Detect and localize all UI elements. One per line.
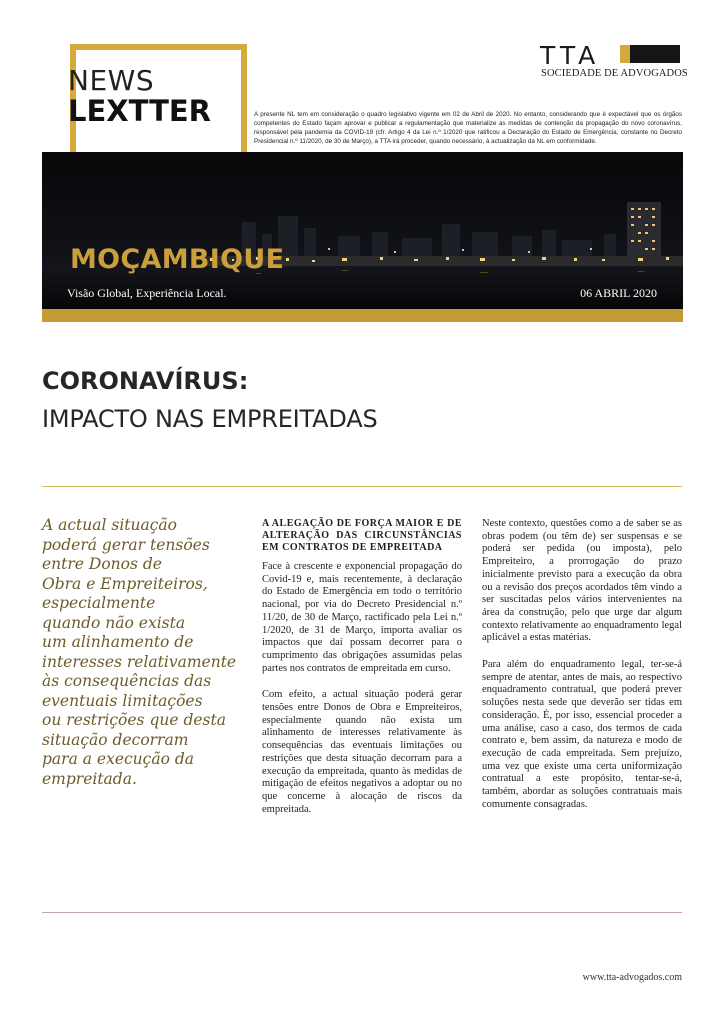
pull-quote-line: ou restrições que desta (42, 711, 226, 729)
firm-logo-text: TTA (540, 41, 601, 70)
newsletter-logo-line2: LEXTTER (68, 94, 212, 128)
legal-disclaimer: A presente NL tem em consideração o quadro legislativo vigente em 02 de Abril de 2020. No entanto, considerando que é expectável que os órgãos competentes do Estado façam aprovar e publicar a regulamentação que materialize as medidas de contenção da propagação do novo coronavírus, responsável pela pandemia da COVID-19 (cfr. Artigo 4 da Lei n.º 1/2020 que ratificou a Declaração do Estado de Emergência, constante no Decreto Presidencial n.º 11/2020, de 30 de Março), a TTA irá proceder, quando necessário, à actualização da NL em conformidade. (254, 111, 682, 145)
body-paragraph: Com efeito, a actual situação poderá gerar tensões entre Donos de Obra e Empreiteiros, especialmente quando não exista um alinhamento de interesses relativamente às consequências das eventuais limitações ou restrições que desta situação decorram para a execução da empreitada, quanto às medidas de mitigação de efeitos negativos a adoptar ou no que concerne à alocação de riscos da empreitada. (262, 689, 462, 815)
firm-subtitle: SOCIEDADE DE ADVOGADOS (541, 68, 688, 79)
pull-quote-line: às consequências das (42, 672, 212, 690)
body-paragraph: Neste contexto, questões como a de saber se as obras podem (ou têm de) ser suspensas e se poderá ser pedida (ou imposta), pelo Empreiteiro, a prorrogação do prazo inicialmente previsto para a execução da obra ou a revisão dos preços acordados têm vindo a ser suscitadas pelos vários intervenientes na área da construção, pelo que urge dar algum contexto relativamente ao enquadramento legal aplicável a estas matérias. (482, 518, 682, 644)
pull-quote-line: A actual situação (42, 516, 177, 534)
country-title: MOÇAMBIQUE (70, 244, 285, 275)
website-link[interactable]: www.tta-advogados.com (582, 972, 682, 983)
pull-quote-line: situação decorram (42, 730, 189, 749)
firm-logo-gold-bar (620, 45, 630, 63)
pull-quote-line: especialmente (42, 594, 156, 612)
city-banner (42, 152, 683, 309)
pull-quote-line: para a execução da (42, 750, 195, 768)
newsletter-logo-line1: NEWS (68, 64, 155, 97)
article-title-line2: IMPACTO NAS EMPREITADAS (42, 405, 378, 433)
pull-quote-line: empreitada. (42, 769, 137, 788)
article-title-line1: CORONAVÍRUS: (42, 367, 249, 395)
firm-logo-black-bar (630, 45, 680, 63)
article-column-1 (262, 518, 462, 830)
body-paragraph: Para além do enquadramento legal, ter-se-á sempre de atentar, antes de mais, ao respectivo enquadramento contratual, que poderá prever soluções nesta sede que deverão ser tidas em consideração. É, por isso, essencial proceder a uma análise, caso a caso, dos termos de cada contrato e, bem assim, da natureza e modo de execução de cada empreitada. Sem prejuízo, uma vez que existe uma certa uniformização contratual a este propósito, tentar-se-á, também, abordar as soluções contratuais mais comumente consagradas. (482, 659, 682, 810)
pull-quote-line: entre Donos de (42, 555, 162, 573)
article-column-2 (482, 518, 682, 825)
body-paragraph: Face à crescente e exponencial propagação do Covid-19 e, mais recentemente, à declaração do Estado de Emergência em todo o território nacional, por via do Decreto Presidencial n.º 11/20, de 30 de Março, ractificado pela Lei n.º 1/2020, de 31 de Março, importa avaliar os impactos que daí possam decorrer para o cumprimento das obrigações assumidas pelas partes nos contratos de empreitada em curso. (262, 561, 462, 674)
divider-bottom (42, 912, 682, 913)
pull-quote-line: interesses relativamente (42, 652, 237, 671)
banner-tagline: Visão Global, Experiência Local. (67, 286, 227, 300)
pull-quote-line: um alinhamento de (42, 633, 194, 651)
pull-quote (42, 516, 237, 789)
pull-quote-line: quando não exista (42, 613, 186, 632)
newsletter-logo (68, 66, 211, 126)
issue-date: 06 ABRIL 2020 (580, 286, 657, 300)
banner-gold-strip (42, 309, 683, 322)
pull-quote-line: eventuais limitações (42, 691, 203, 710)
section-heading: A ALEGAÇÃO DE FORÇA MAIOR E DE ALTERAÇÃO DAS CIRCUNSTÂNCIAS EM CONTRATOS DE EMPREITADA (262, 518, 462, 553)
pull-quote-line: Obra e Empreiteiros, (42, 574, 208, 593)
pull-quote-line: poderá gerar tensões (42, 535, 210, 554)
divider-top (42, 486, 682, 487)
